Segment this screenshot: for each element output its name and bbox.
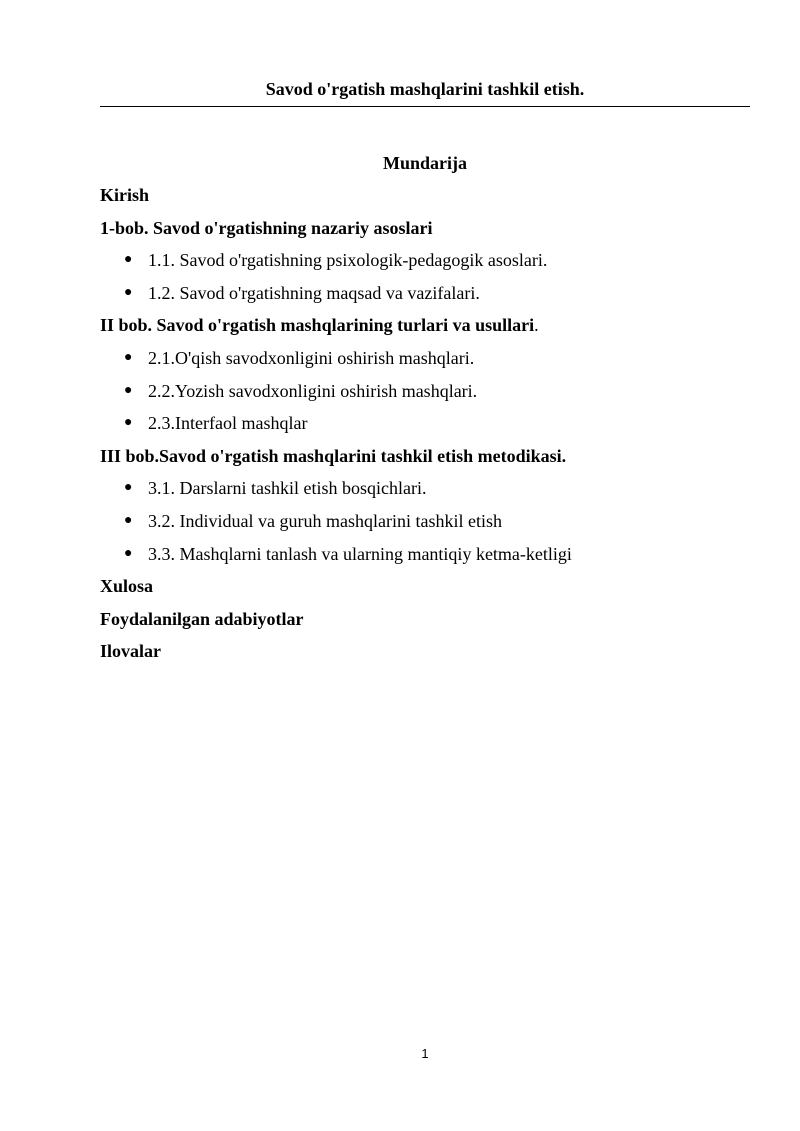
bullet-icon: ● bbox=[124, 349, 133, 365]
toc-item-label: 3.2. Individual va guruh mashqlarini tashkil etish bbox=[148, 510, 502, 531]
toc-item bbox=[100, 411, 750, 444]
header-divider bbox=[100, 106, 750, 107]
toc-chapter-2-title: II bob. Savod o'rgatish mashqlarining turlari va usullari bbox=[100, 315, 535, 336]
toc-item-label: 1.2. Savod o'rgatishning maqsad va vazifalari. bbox=[148, 282, 480, 303]
page-number: 1 bbox=[421, 1046, 429, 1061]
toc-item bbox=[100, 542, 750, 575]
toc-chapter-2-line bbox=[100, 313, 750, 346]
toc-appendices: Ilovalar bbox=[100, 641, 161, 662]
bullet-icon: ● bbox=[124, 512, 133, 528]
toc-chapter-1-title: 1-bob. Savod o'rgatishning nazariy asoslari bbox=[100, 217, 433, 238]
toc-heading: Mundarija bbox=[382, 153, 467, 173]
document-title: Savod o'rgatish mashqlarini tashkil etish. bbox=[265, 79, 585, 99]
table-of-contents bbox=[100, 183, 750, 672]
toc-item bbox=[100, 476, 750, 509]
toc-item-label: 2.2.Yozish savodxonligini oshirish mashqlari. bbox=[148, 380, 478, 401]
bullet-icon: ● bbox=[124, 480, 133, 496]
toc-item bbox=[100, 509, 750, 542]
bullet-icon: ● bbox=[124, 545, 133, 561]
toc-item bbox=[100, 379, 750, 412]
toc-references: Foydalanilgan adabiyotlar bbox=[100, 608, 304, 629]
toc-item bbox=[100, 346, 750, 379]
toc-item-label: 3.3. Mashqlarni tanlash va ularning mantiqiy ketma-ketligi bbox=[148, 543, 572, 564]
toc-conclusion: Xulosa bbox=[100, 576, 154, 597]
toc-item-label: 1.1. Savod o'rgatishning psixologik-pedagogik asoslari. bbox=[148, 250, 548, 271]
toc-item bbox=[100, 281, 750, 314]
toc-item bbox=[100, 248, 750, 281]
toc-intro: Kirish bbox=[100, 185, 150, 205]
bullet-icon: ● bbox=[124, 252, 133, 268]
bullet-icon: ● bbox=[124, 284, 133, 300]
toc-chapter-3-title: III bob.Savod o'rgatish mashqlarini tashkil etish metodikasi. bbox=[100, 445, 567, 466]
bullet-icon: ● bbox=[124, 382, 133, 398]
toc-item-label: 2.3.Interfaol mashqlar bbox=[148, 413, 308, 434]
toc-item-label: 3.1. Darslarni tashkil etish bosqichlari. bbox=[148, 478, 427, 499]
toc-chapter-2-title-suffix: . bbox=[534, 315, 539, 336]
toc-item-label: 2.1.O'qish savodxonligini oshirish mashqlari. bbox=[148, 347, 475, 368]
bullet-icon: ● bbox=[124, 415, 133, 431]
